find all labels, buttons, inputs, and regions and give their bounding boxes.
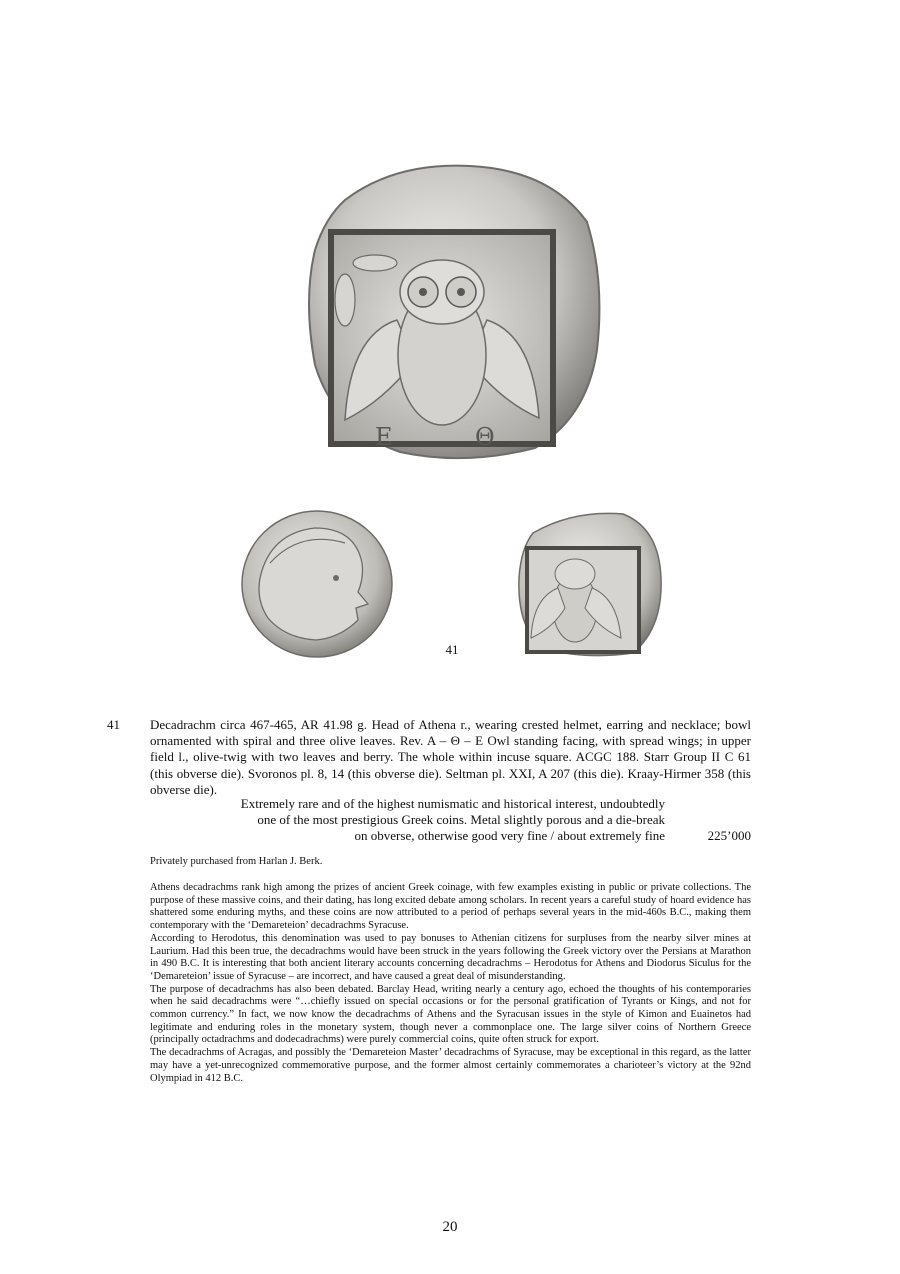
grade-line-1: Extremely rare and of the highest numismatic and historical interest, undoubtedly [240, 796, 665, 811]
obverse-coin-image [240, 508, 394, 660]
essay-paragraph: According to Herodotus, this denomination was used to pay bonuses to Athenian citizens for surpluses from the nearby silver mines at Laurium. Had this been true, the decadrachms would have been struck in the years following the Greek victory over the Persians at Marathon in 490 B.C. It is interesting that both ancient literary accounts concerning decadrachms – Herodotus for Athens and Diodorus Siculus for the ‘Demareteion’ issue of Syracuse – are incorrect, and have caused a great deal of misunderstanding. [150, 932, 751, 982]
essay-paragraph: Athens decadrachms rank high among the prizes of ancient Greek coinage, with few examples existing in public or private collections. The purpose of these massive coins, and their dating, has long excited debate among scholars. In recent years a careful study of hoard evidence has shattered some enduring myths, and these coins are now attributed to a period of perhaps several years in the mid-460s B.C., making them contemporary with the ‘Demareteion’ decadrachms Syracuse. [150, 882, 751, 932]
page-number: 20 [442, 1219, 458, 1235]
svg-text:Θ: Θ [475, 423, 495, 451]
essay-paragraph: The purpose of decadrachms has also been debated. Barclay Head, writing nearly a century ago, echoed the thoughts of his contemporaries when he said decadrachms were “…chiefly issued on special occasions or for the personal gratification of Tyrants or Kings, and not for common currency.” In fact, we now know the decadrachms of Athens and the Syracusan issues in the style of Kimon and Euainetos had legitimate and enduring roles in the monetary system, though never a commonplace one. The large silver coins of Northern Greece (principally octadrachms and dodecadrachms) were purely commercial coins, quite often struck for export. [150, 983, 751, 1046]
grade-line-2: one of the most prestigious Greek coins. Metal slightly porous and a die-break [257, 812, 665, 827]
provenance-note: Privately purchased from Harlan J. Berk. [150, 856, 323, 867]
reverse-coin-image [513, 508, 665, 660]
lot-description: Decadrachm circa 467-465, AR 41.98 g. Head of Athena r., wearing crested helmet, earring and necklace; bowl ornamented with spiral and three olive leaves. Rev. A – Θ – E Owl standing facing, with spread wings; in upper field l., olive-twig with two leaves and berry. The whole within incuse square. ACGC 188. Starr Group II C 61 (this obverse die). Svoronos pl. 8, 14 (this obverse die). Seltman pl. XXI, A 207 (this die). Kraay-Hirmer 358 (this obverse die). [150, 717, 751, 797]
plate-number: 41 [445, 642, 459, 657]
lot-number: 41 [107, 717, 120, 732]
svg-text:Ε: Ε [375, 423, 393, 451]
enlarged-reverse-coin-image [305, 160, 605, 465]
grade-line-3: on obverse, otherwise good very fine / about extremely fine [354, 828, 665, 843]
estimate-price: 225’000 [707, 828, 751, 843]
historical-essay [150, 882, 751, 1085]
essay-paragraph: The decadrachms of Acragas, and possibly the ‘Demareteion Master’ decadrachms of Syracuse, may be exceptional in this regard, as the latter may have a yet-unrecognized commemorative purpose, and the former almost certainly commemorates a charioteer’s victory at the 92nd Olympiad in 412 B.C. [150, 1047, 751, 1084]
